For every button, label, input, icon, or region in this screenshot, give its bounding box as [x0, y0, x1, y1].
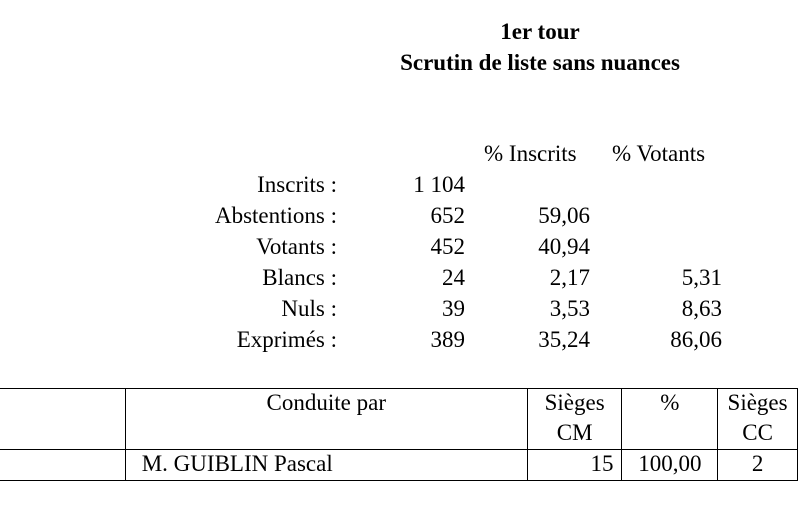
stat-label: Nuls : — [281, 296, 337, 321]
pct-votants-header: % Votants — [612, 141, 706, 166]
table-row — [0, 450, 798, 481]
round-title: 1er tour — [500, 19, 580, 44]
stat-pct-votants: 86,06 — [670, 327, 722, 352]
stat-value: 652 — [430, 203, 465, 228]
stat-value: 1 104 — [413, 172, 465, 197]
stat-label: Blancs : — [262, 265, 337, 290]
list-leader: M. GUIBLIN Pascal — [125, 450, 527, 481]
stats-row-abstentions — [0, 201, 800, 232]
sieges-cc-header: Sièges — [718, 389, 798, 420]
stats-row-votants — [0, 232, 800, 263]
stat-label: Exprimés : — [236, 327, 337, 352]
results-header-blank — [0, 389, 125, 420]
ballot-type-title: Scrutin de liste sans nuances — [400, 50, 680, 75]
stat-label: Votants : — [256, 234, 337, 259]
stat-value: 452 — [430, 234, 465, 259]
stat-pct-inscrits: 59,06 — [538, 203, 590, 228]
stat-value: 39 — [442, 296, 465, 321]
pct-inscrits-header: % Inscrits — [484, 141, 577, 166]
sieges-cm-subheader: CM — [527, 419, 622, 450]
results-header-blank — [622, 419, 718, 450]
results-header-row-1 — [0, 389, 798, 420]
results-table — [0, 388, 798, 481]
stat-pct-inscrits: 2,17 — [549, 265, 590, 290]
pct-value: 100,00 — [622, 450, 718, 481]
stat-value: 24 — [442, 265, 465, 290]
stats-row-inscrits — [0, 170, 800, 201]
sieges-cm-header: Sièges — [527, 389, 622, 420]
sieges-cc-subheader: CC — [718, 419, 798, 450]
pct-header: % — [622, 389, 718, 420]
stat-pct-inscrits: 3,53 — [549, 296, 590, 321]
results-header-blank — [0, 419, 125, 450]
stats-row-blancs — [0, 263, 800, 294]
row-blank — [0, 450, 125, 481]
stat-pct-inscrits: 40,94 — [538, 234, 590, 259]
sieges-cc-value: 2 — [718, 450, 798, 481]
stat-pct-votants: 5,31 — [681, 265, 722, 290]
stat-label: Abstentions : — [214, 203, 337, 228]
stat-value: 389 — [430, 327, 465, 352]
stat-pct-votants: 8,63 — [681, 296, 722, 321]
stats-row-nuls — [0, 294, 800, 325]
stats-row-exprimes — [0, 325, 800, 356]
stat-pct-inscrits: 35,24 — [538, 327, 590, 352]
conduite-header: Conduite par — [125, 389, 527, 420]
results-header-blank — [125, 419, 527, 450]
sieges-cm-value: 15 — [527, 450, 622, 481]
results-header-row-2 — [0, 419, 798, 450]
stat-label: Inscrits : — [257, 172, 337, 197]
